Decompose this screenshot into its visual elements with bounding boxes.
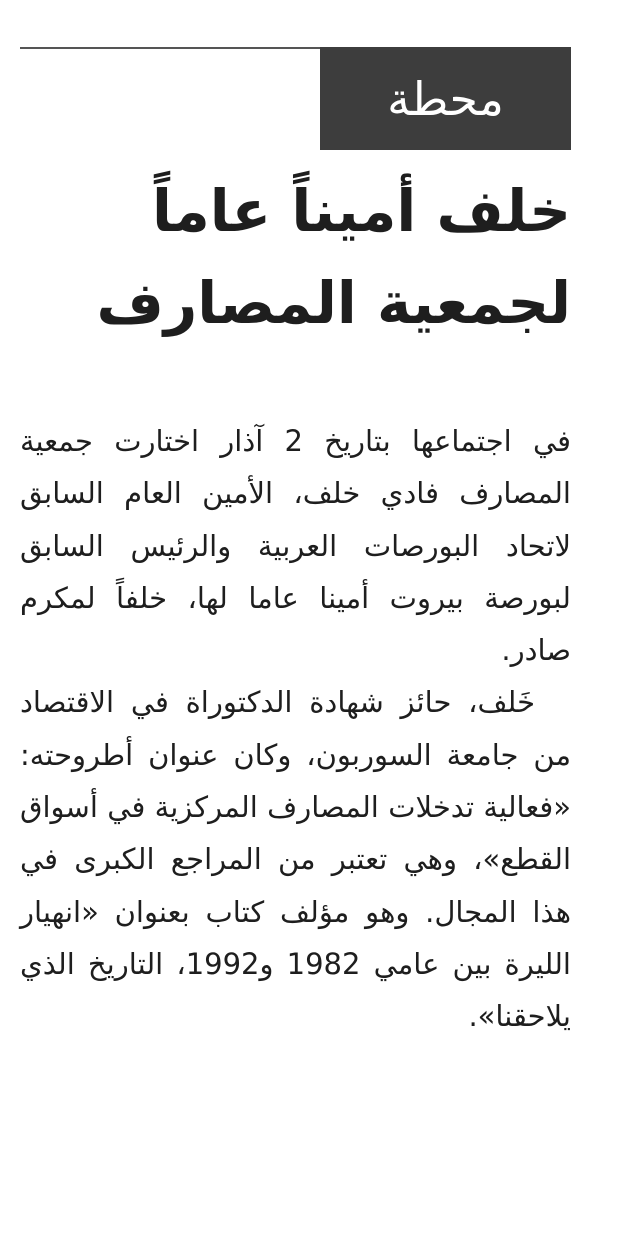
article-body	[20, 415, 571, 1043]
article-paragraph: خَلف، حائز شهادة الدكتوراة في الاقتصاد من جامعة السوربون، وكان عنوان أطروحته: «فعالية تدخلات المصارف المركزية في أسواق القطع»، وهي تعتبر من المراجع الكبرى في هذا المجال. وهو مؤلف كتاب بعنوان «انهيار الليرة بين عامي 1982 و1992، التاريخ الذي يلاحقنا».	[20, 685, 571, 1034]
article-headline: خلف أميناً عاماً لجمعية المصارف	[96, 177, 571, 337]
article-paragraph: في اجتماعها بتاريخ 2 آذار اختارت جمعية المصارف فادي خلف، الأمين العام السابق لاتحاد البورصات العربية والرئيس السابق لبورصة بيروت أمينا عاما لها، خلفاً لمكرم صادر.	[20, 424, 571, 668]
top-divider	[20, 47, 320, 49]
section-label: محطة	[387, 71, 504, 126]
section-header	[320, 47, 571, 150]
